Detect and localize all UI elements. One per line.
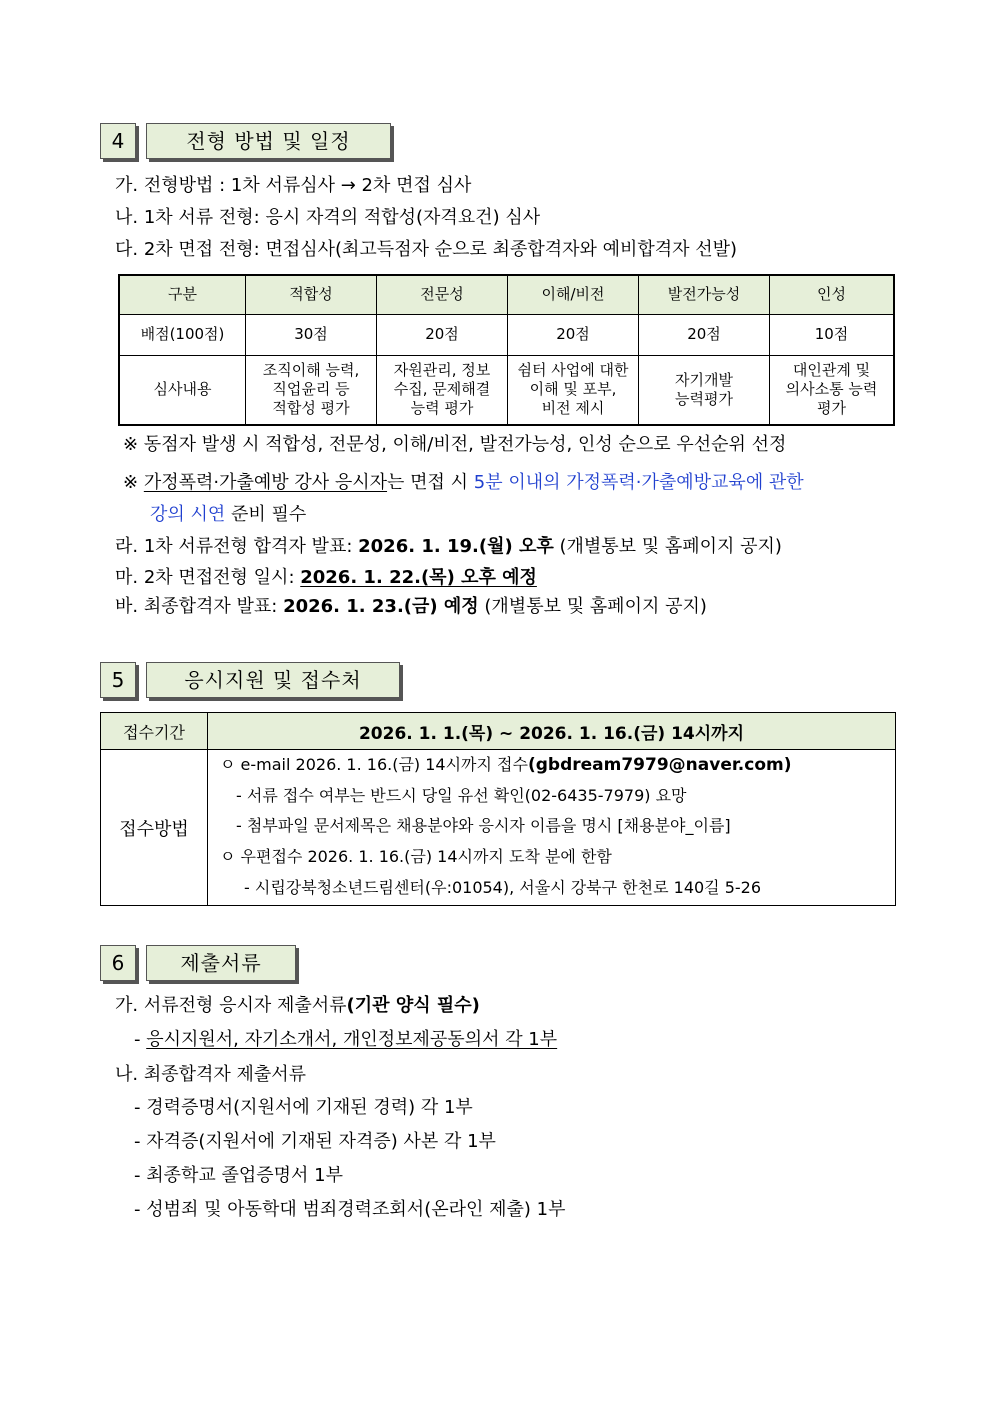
line-date: 2026. 1. 19.(월) 오후	[358, 536, 554, 557]
cell-line: 의사소통 능력	[785, 380, 878, 399]
table-cell	[508, 355, 639, 425]
cell-line: 직업윤리 등	[272, 380, 350, 399]
cell-line: 조직이해 능력,	[262, 361, 360, 380]
email-sub-line: - 서류 접수 여부는 반드시 당일 유선 확인(02-6435-7979) 요망	[236, 786, 687, 805]
table-header: 이해/비전	[508, 275, 639, 314]
table-cell	[377, 355, 508, 425]
dash: -	[134, 1029, 147, 1050]
email-sub-line: - 첨부파일 문서제목은 채용분야와 응시자 이름을 명시 [채용분야_이름]	[236, 816, 731, 835]
selection-method-line: 가. 전형방법 : 1차 서류심사 → 2차 면접 심사	[115, 175, 472, 196]
table-cell	[246, 355, 377, 425]
table-cell: 10점	[770, 314, 895, 355]
line-label: 마. 2차 면접전형 일시:	[115, 567, 301, 588]
section-title: 전형 방법 및 일정	[146, 123, 391, 159]
table-cell: 20점	[508, 314, 639, 355]
cell-line: 능력 평가	[410, 399, 474, 418]
final-docs-item: - 성범죄 및 아동학대 범죄경력조회서(온라인 제출) 1부	[134, 1199, 566, 1220]
evaluation-table	[118, 274, 895, 426]
post-line: ㅇ 우편접수 2026. 1. 16.(금) 14시까지 도착 분에 한함	[220, 847, 612, 866]
post-sub-line: - 시립강북청소년드림센터(우:01054), 서울시 강북구 한천로 140길 5-26	[244, 878, 762, 897]
line-note: (개별통보 및 홈페이지 공지)	[553, 536, 782, 557]
table-header: 구분	[119, 275, 246, 314]
note-blue-text: 강의 시연	[150, 504, 226, 525]
note-end: 준비 필수	[225, 504, 307, 525]
email-address: (gbdream7979@naver.com)	[527, 755, 792, 775]
screening-docs-line	[115, 994, 480, 1018]
table-cell: 20점	[377, 314, 508, 355]
note-mid: 는 면접 시	[387, 472, 474, 493]
line-note: (개별통보 및 홈페이지 공지)	[478, 596, 707, 617]
cell-line: 쉼터 사업에 대한	[517, 361, 629, 380]
line-label: 라. 1차 서류전형 합격자 발표:	[115, 536, 359, 557]
cell-line: 이해 및 포부,	[529, 380, 617, 399]
line-date: 2026. 1. 23.(금) 예정	[283, 596, 479, 617]
method-content	[208, 750, 896, 906]
table-cell: 배점(100점)	[119, 314, 246, 355]
final-docs-item: - 경력증명서(지원서에 기재된 경력) 각 1부	[134, 1097, 473, 1118]
table-header: 인성	[770, 275, 895, 314]
email-line	[220, 754, 792, 776]
table-cell: 심사내용	[119, 355, 246, 425]
section-title: 제출서류	[146, 945, 296, 981]
final-docs-item: - 최종학교 졸업증명서 1부	[134, 1165, 343, 1186]
cell-line: 자기개발	[675, 370, 733, 389]
table-cell	[639, 355, 770, 425]
table-cell	[770, 355, 895, 425]
line-label: 바. 최종합격자 발표:	[115, 596, 284, 617]
table-header: 적합성	[246, 275, 377, 314]
cell-line: 수집, 문제해결	[393, 380, 491, 399]
screening-docs-item	[134, 1028, 557, 1052]
tie-breaker-note: ※ 동점자 발생 시 적합성, 전문성, 이해/비전, 발전가능성, 인성 순으로 우선순위 선정	[123, 434, 787, 455]
item-text: 응시지원서, 자기소개서, 개인정보제공동의서 각 1부	[146, 1029, 558, 1050]
table-cell: 30점	[246, 314, 377, 355]
cell-line: 자원관리, 정보	[393, 361, 491, 380]
line-note: (기관 양식 필수)	[346, 995, 480, 1016]
final-docs-item: - 자격증(지원서에 기재된 자격증) 사본 각 1부	[134, 1131, 496, 1152]
document-screening-line: 나. 1차 서류 전형: 응시 자격의 적합성(자격요건) 심사	[115, 207, 541, 228]
instructor-note	[123, 471, 804, 495]
table-header: 전문성	[377, 275, 508, 314]
note-underlined: 가정폭력·가출예방 강사 응시자	[143, 472, 388, 493]
table-cell: 20점	[639, 314, 770, 355]
final-result-line	[115, 595, 707, 619]
cell-line: 대인관계 및	[792, 361, 871, 380]
line-label: 가. 서류전형 응시자 제출서류	[115, 995, 347, 1016]
section-number: 4	[100, 123, 136, 159]
cell-line: 적합성 평가	[272, 399, 350, 418]
section-number: 6	[100, 945, 136, 981]
note-mark: ※	[123, 472, 139, 493]
table-header: 발전가능성	[639, 275, 770, 314]
cell-line: 비전 제시	[541, 399, 605, 418]
email-text: ㅇ e-mail 2026. 1. 16.(금) 14시까지 접수	[220, 755, 528, 774]
cell-line: 평가	[817, 399, 846, 418]
period-value: 2026. 1. 1.(목) ~ 2026. 1. 16.(금) 14시까지	[208, 713, 896, 750]
line-date: 2026. 1. 22.(목) 오후 예정	[300, 567, 537, 588]
period-label: 접수기간	[101, 713, 208, 750]
cell-line: 능력평가	[675, 389, 733, 408]
final-docs-line: 나. 최종합격자 제출서류	[115, 1064, 307, 1085]
note-blue-text: 5분 이내의 가정폭력·가출예방교육에 관한	[473, 472, 804, 493]
method-label: 접수방법	[101, 750, 208, 906]
application-table	[100, 712, 896, 906]
instructor-note-cont	[150, 503, 306, 527]
first-result-line	[115, 535, 782, 559]
section-title: 응시지원 및 접수처	[146, 662, 400, 698]
interview-date-line	[115, 566, 537, 590]
interview-screening-line: 다. 2차 면접 전형: 면접심사(최고득점자 순으로 최종합격자와 예비합격자 선발)	[115, 239, 738, 260]
section-number: 5	[100, 662, 136, 698]
